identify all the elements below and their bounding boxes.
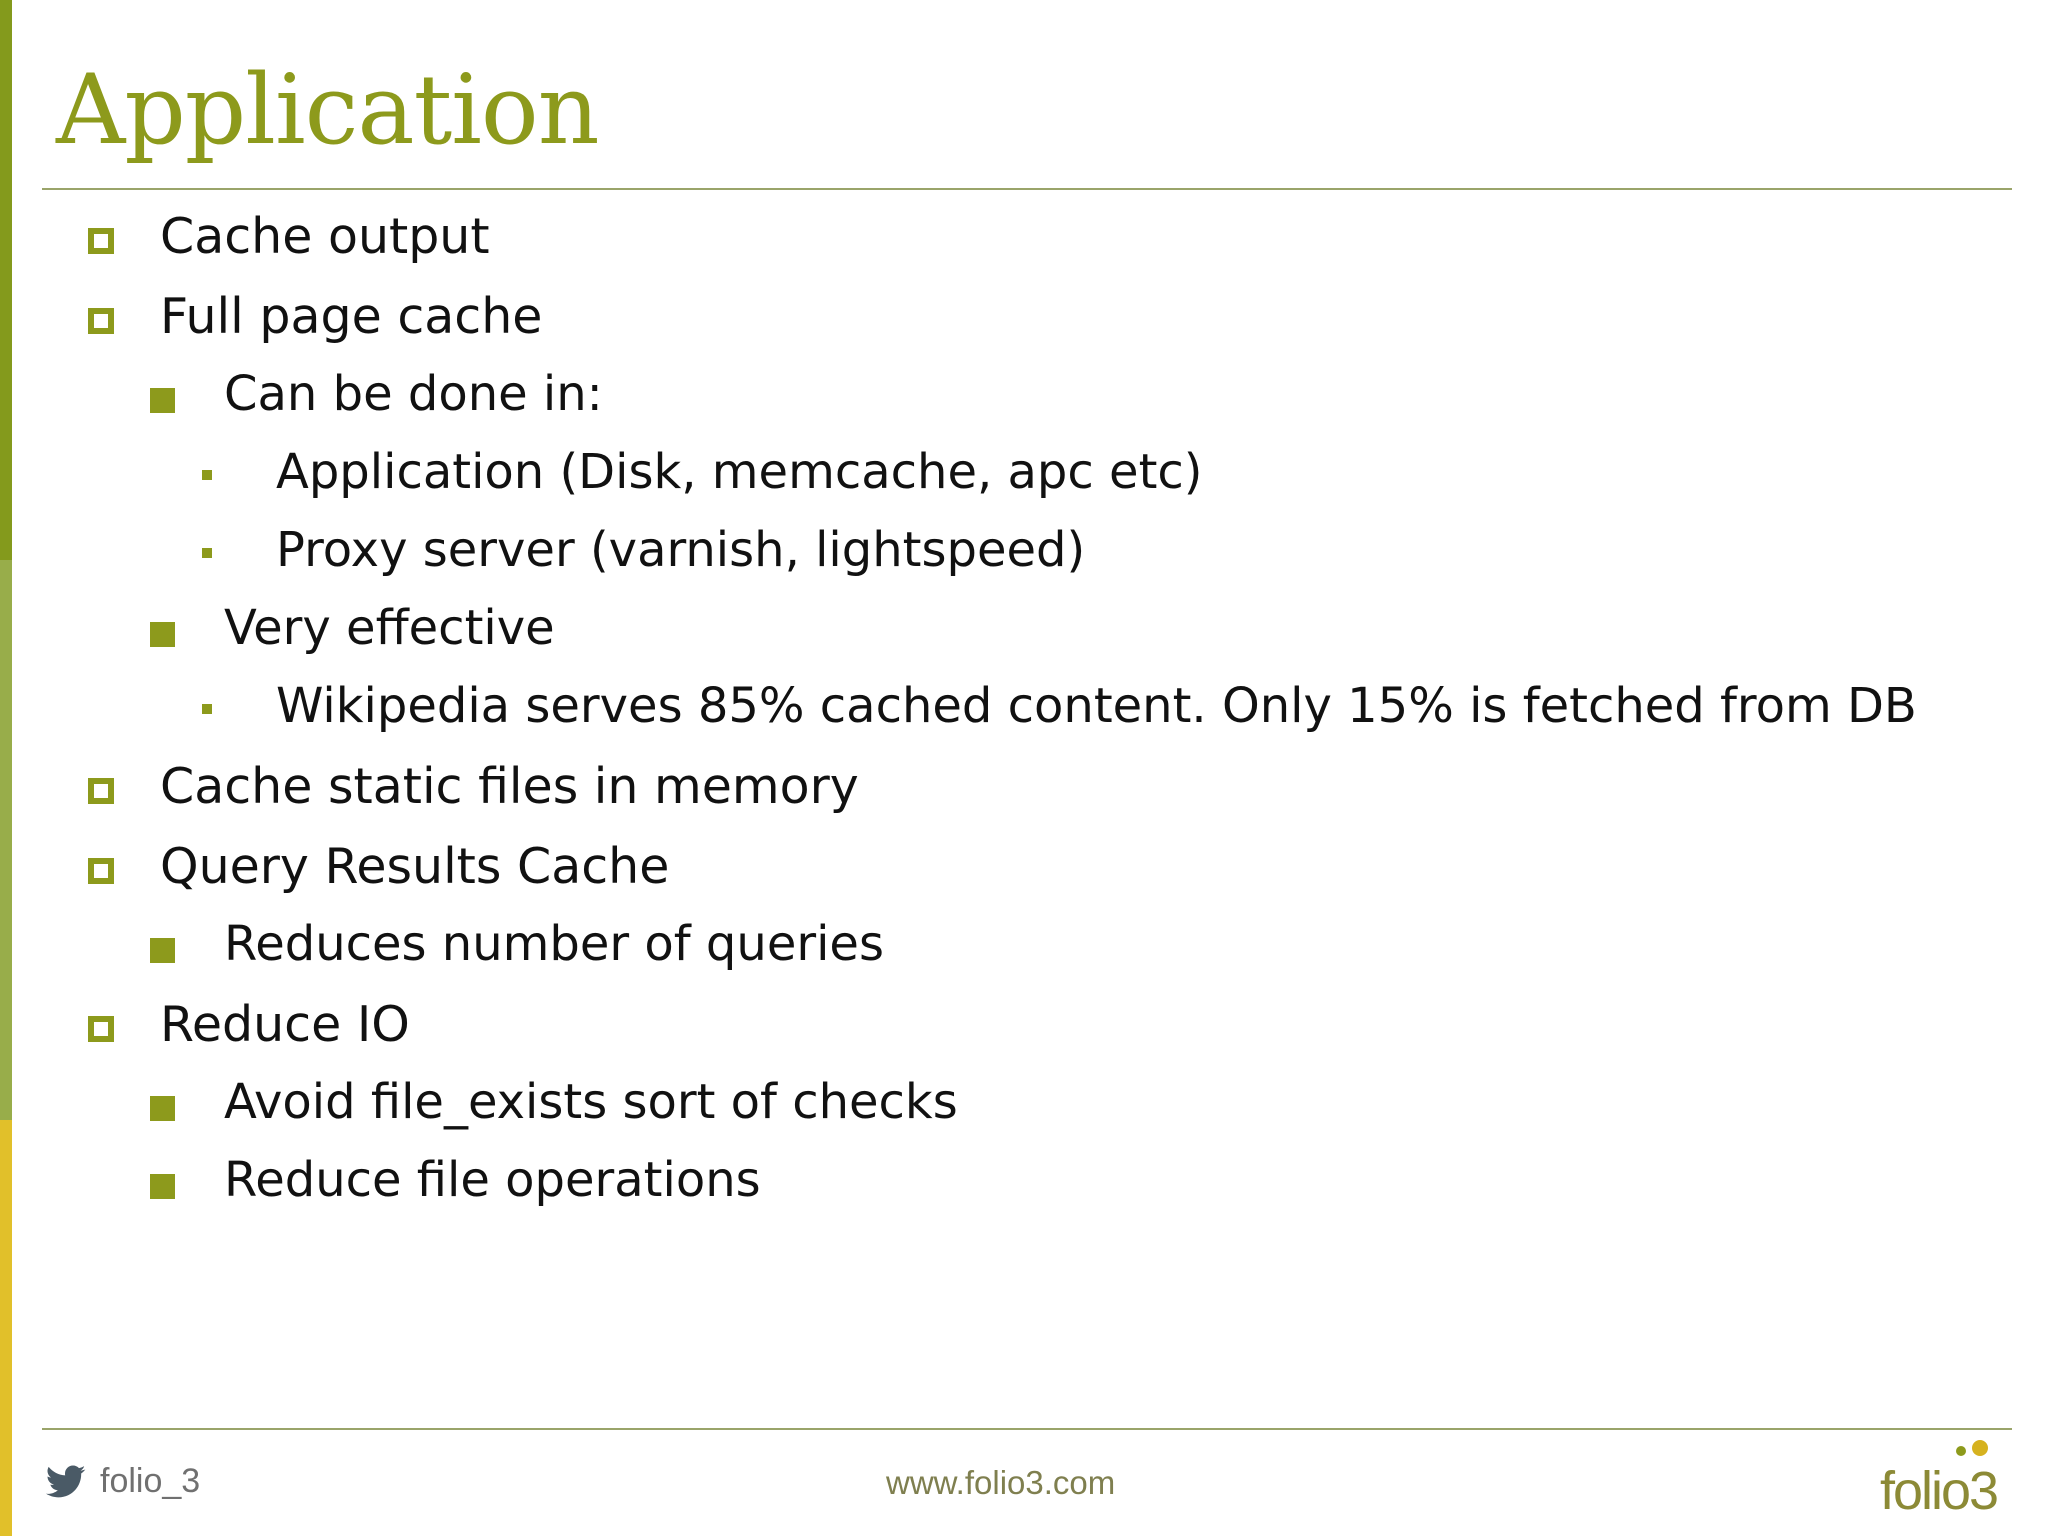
folio3-logo [1880, 1440, 2020, 1522]
website-link[interactable]: www.folio3.com [886, 1464, 1116, 1501]
small-square-bullet-icon [202, 470, 212, 480]
footer-divider [42, 1428, 2012, 1430]
bullet-text: Avoid file_exists sort of checks [224, 1074, 958, 1130]
bullet-text: Proxy server (varnish, lightspeed) [276, 522, 1086, 578]
bullet-text: Very effective [224, 600, 555, 656]
bullet-text: Cache static files in memory [160, 758, 859, 815]
logo-wordmark: folio3 [1880, 1461, 1998, 1521]
bullet-text: Reduce IO [160, 996, 410, 1053]
hollow-square-bullet-icon [88, 308, 114, 334]
logo-dot-yellow [1972, 1440, 1988, 1456]
slide-title: Application [56, 54, 599, 166]
logo-dot-green [1956, 1446, 1966, 1456]
filled-square-bullet-icon [150, 1096, 175, 1121]
bullet-text: Full page cache [160, 288, 543, 345]
footer-twitter[interactable] [46, 1462, 200, 1501]
twitter-handle: folio_3 [100, 1462, 201, 1500]
bullet-text: Reduce file operations [224, 1152, 761, 1208]
small-square-bullet-icon [202, 548, 212, 558]
bullet-text: Cache output [160, 208, 490, 265]
twitter-bird-icon [46, 1465, 86, 1499]
hollow-square-bullet-icon [88, 778, 114, 804]
bullet-text: Reduces number of queries [224, 916, 884, 972]
hollow-square-bullet-icon [88, 228, 114, 254]
filled-square-bullet-icon [150, 938, 175, 963]
hollow-square-bullet-icon [88, 858, 114, 884]
bullet-text: Application (Disk, memcache, apc etc) [276, 444, 1203, 500]
bullet-text: Wikipedia serves 85% cached content. Only 15% is fetched from DB [276, 678, 1917, 734]
filled-square-bullet-icon [150, 388, 175, 413]
hollow-square-bullet-icon [88, 1016, 114, 1042]
small-square-bullet-icon [202, 704, 212, 714]
bullet-text: Can be done in: [224, 366, 603, 422]
filled-square-bullet-icon [150, 1174, 175, 1199]
bullet-text: Query Results Cache [160, 838, 670, 895]
filled-square-bullet-icon [150, 622, 175, 647]
